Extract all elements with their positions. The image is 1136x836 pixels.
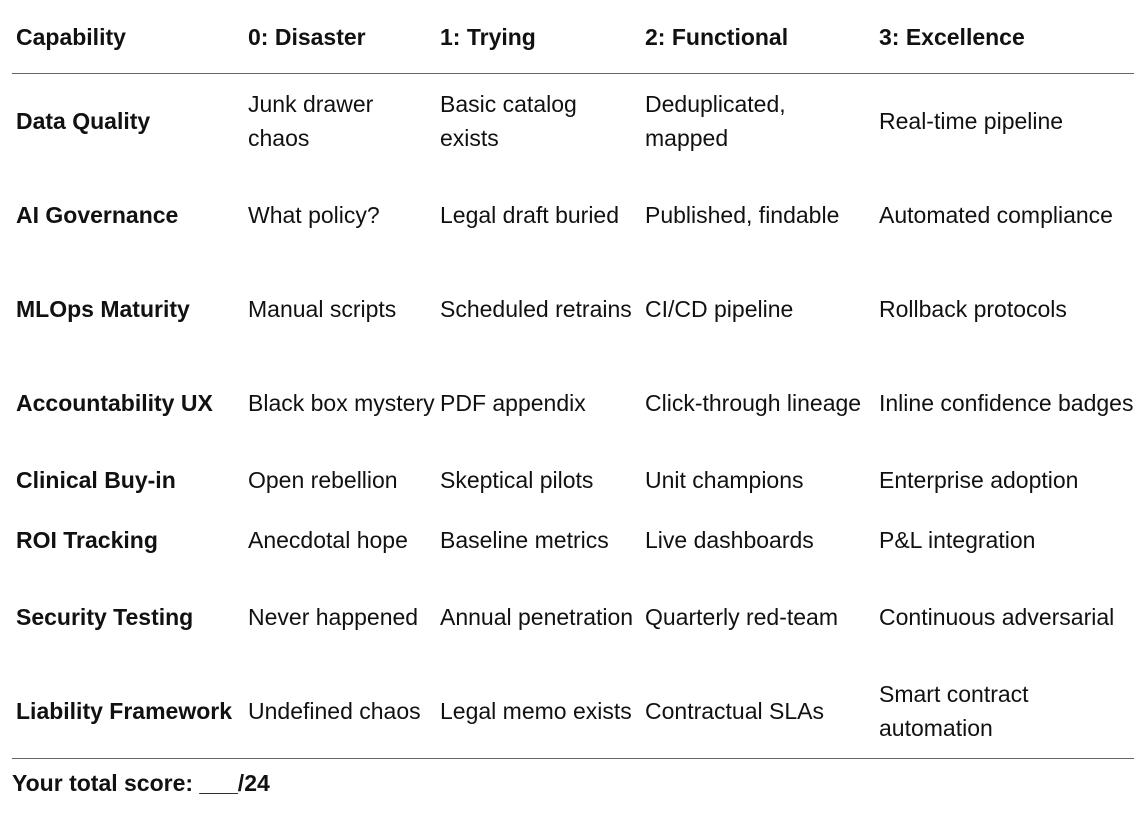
capability-name: Security Testing [16, 604, 194, 630]
table-row [12, 168, 1134, 262]
level-2-cell: CI/CD pipeline [645, 296, 794, 322]
level-1-cell: PDF appendix [440, 390, 586, 416]
capability-name: Accountability UX [16, 390, 213, 416]
header-capability: Capability [12, 0, 244, 74]
level-0-cell: Open rebellion [248, 467, 398, 493]
level-2-cell: Deduplicated, mapped [645, 91, 786, 151]
table-row [12, 450, 1134, 510]
table-row [12, 510, 1134, 570]
level-3-cell: Inline confidence badges [879, 390, 1134, 416]
level-2-cell: Contractual SLAs [641, 664, 875, 759]
level-2-cell: Quarterly red-team [645, 604, 839, 630]
level-3-cell: Smart contract automation [875, 664, 1134, 759]
capability-name: MLOps Maturity [16, 296, 190, 322]
level-1-cell: Annual penetration [440, 604, 634, 630]
level-0-cell: Anecdotal hope [248, 527, 408, 553]
level-0-cell: Never happened [248, 604, 419, 630]
level-2-cell: Published, findable [645, 202, 840, 228]
table-row [12, 262, 1134, 356]
level-3-cell: Automated compliance [879, 202, 1113, 228]
level-0-cell: What policy? [248, 202, 380, 228]
level-3-cell: P&L integration [879, 527, 1036, 553]
total-score-line: Your total score: ___/24 [12, 770, 270, 796]
table-row [12, 356, 1134, 450]
header-level-0: 0: Disaster [244, 0, 436, 74]
level-1-cell: Legal memo exists [436, 664, 641, 759]
level-3-cell: Real-time pipeline [879, 108, 1064, 134]
capability-name: Data Quality [16, 108, 151, 134]
level-2-cell: Unit champions [645, 467, 804, 493]
table-header [12, 0, 1134, 74]
level-0-cell: Undefined chaos [244, 664, 436, 759]
header-level-3: 3: Excellence [875, 0, 1134, 74]
table-body [12, 74, 1134, 759]
capability-name: ROI Tracking [16, 527, 158, 553]
level-2-cell: Click-through lineage [645, 390, 862, 416]
table-row [12, 664, 1134, 759]
capability-name: AI Governance [16, 202, 179, 228]
capability-name: Liability Framework [12, 664, 244, 759]
level-1-cell: Skeptical pilots [440, 467, 594, 493]
table-row [12, 74, 1134, 169]
maturity-rubric-table [12, 0, 1134, 759]
header-level-1: 1: Trying [436, 0, 641, 74]
level-2-cell: Live dashboards [645, 527, 814, 553]
capability-name: Clinical Buy-in [16, 467, 176, 493]
level-1-cell: Basic catalog exists [440, 91, 577, 151]
level-1-cell: Legal draft buried [440, 202, 620, 228]
level-0-cell: Black box mystery [248, 390, 435, 416]
table-row [12, 570, 1134, 664]
header-row [12, 0, 1134, 74]
level-3-cell: Continuous adversarial [879, 604, 1115, 630]
level-1-cell: Baseline metrics [440, 527, 609, 553]
level-3-cell: Rollback protocols [879, 296, 1067, 322]
level-0-cell: Junk drawer chaos [248, 91, 374, 151]
header-level-2: 2: Functional [641, 0, 875, 74]
level-1-cell: Scheduled retrains [440, 296, 632, 322]
level-0-cell: Manual scripts [248, 296, 397, 322]
level-3-cell: Enterprise adoption [879, 467, 1079, 493]
